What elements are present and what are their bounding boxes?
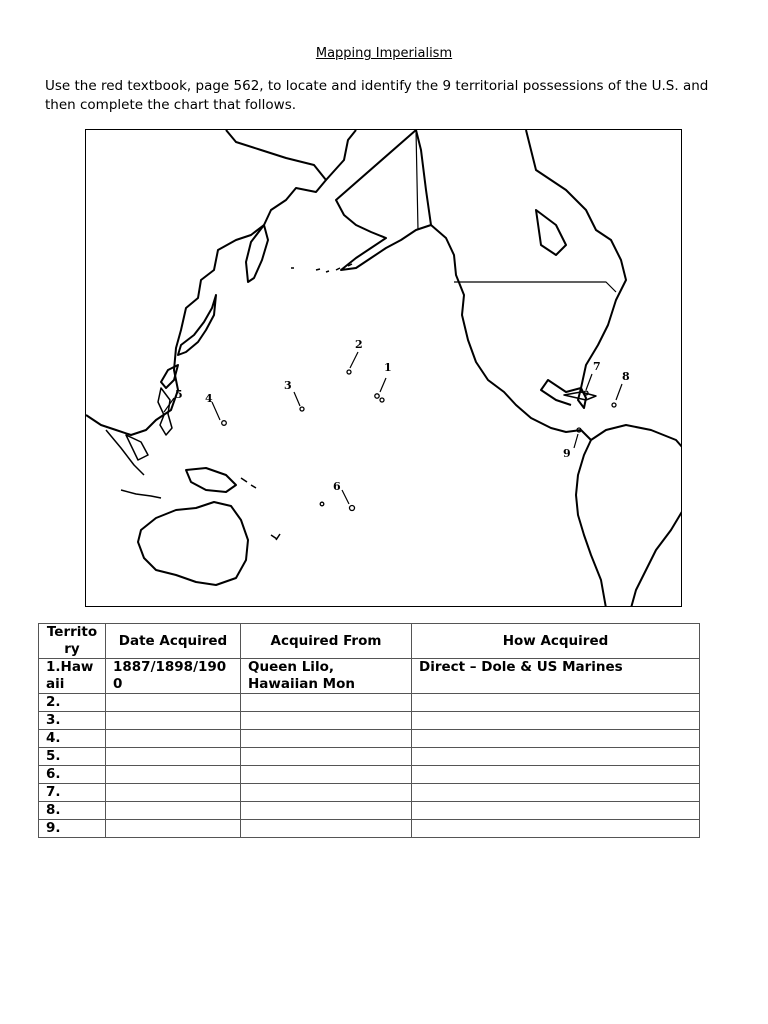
table-row: [39, 694, 700, 712]
page-title: Mapping Imperialism: [315, 46, 453, 61]
how-cell[interactable]: Direct – Dole & US Marines: [412, 659, 700, 694]
date-cell[interactable]: [106, 730, 241, 748]
territory-cell[interactable]: 6.: [39, 766, 106, 784]
arrow-7: [586, 374, 592, 390]
pacific-outline-map: [85, 129, 682, 607]
japan-outline: [178, 295, 216, 355]
how-cell[interactable]: [412, 730, 700, 748]
arrow-1: [380, 378, 386, 392]
virgin-islands-marker: [612, 403, 616, 407]
territory-cell[interactable]: 2.: [39, 694, 106, 712]
from-cell[interactable]: [241, 712, 412, 730]
korea-outline: [161, 365, 178, 388]
wake-marker: [300, 407, 304, 411]
territory-cell[interactable]: 4.: [39, 730, 106, 748]
arrow-6: [342, 490, 349, 504]
table-row: [39, 748, 700, 766]
hudson-bay: [536, 210, 566, 255]
territory-cell[interactable]: 3.: [39, 712, 106, 730]
from-cell[interactable]: [241, 784, 412, 802]
south-america-coastline: [576, 425, 682, 607]
table-row: [39, 784, 700, 802]
from-cell[interactable]: Queen Lilo, Hawaiian Mon: [241, 659, 412, 694]
from-cell[interactable]: [241, 802, 412, 820]
col-date-header: Date Acquired: [106, 624, 241, 659]
alaska-outline: [326, 130, 431, 270]
col-how-header: How Acquired: [412, 624, 700, 659]
map-label-9: 9: [563, 447, 571, 460]
territory-cell[interactable]: 8.: [39, 802, 106, 820]
map-label-8: 8: [622, 370, 630, 383]
table-row: [39, 802, 700, 820]
map-label-6: 6: [333, 480, 341, 493]
table-row: [39, 730, 700, 748]
col-from-header: Acquired From: [241, 624, 412, 659]
territory-cell[interactable]: 9.: [39, 820, 106, 838]
territory-cell[interactable]: 5.: [39, 748, 106, 766]
date-cell[interactable]: [106, 784, 241, 802]
from-cell[interactable]: [241, 766, 412, 784]
date-cell[interactable]: [106, 766, 241, 784]
table-row: [39, 820, 700, 838]
canada-east-coast: [526, 130, 626, 405]
midway-marker: [347, 370, 351, 374]
date-cell[interactable]: [106, 820, 241, 838]
map-label-3: 3: [284, 379, 292, 392]
territories-chart: [38, 623, 700, 838]
indonesia-outline: [106, 430, 161, 498]
table-row: [39, 659, 700, 694]
samoa-marker-2: [320, 502, 324, 506]
col-territory-header: Territo ry: [39, 624, 106, 659]
samoa-marker: [350, 506, 355, 511]
map-label-7: 7: [593, 360, 601, 373]
map-label-1: 1: [384, 361, 392, 374]
kamchatka-outline: [246, 225, 268, 282]
arrow-3: [294, 392, 300, 406]
hawaii-marker: [375, 394, 379, 398]
map-label-5: 5: [175, 388, 183, 401]
new-guinea-outline: [186, 468, 236, 492]
from-cell[interactable]: [241, 730, 412, 748]
arrow-8: [616, 384, 622, 400]
date-cell[interactable]: [106, 802, 241, 820]
hawaii-marker-2: [380, 398, 384, 402]
how-cell[interactable]: [412, 694, 700, 712]
date-cell[interactable]: [106, 748, 241, 766]
date-cell[interactable]: [106, 712, 241, 730]
date-cell[interactable]: [106, 694, 241, 712]
instructions-text: Use the red textbook, page 562, to locate and identify the 9 territorial possessions of the U.S. and then complete the chart that follows.: [45, 78, 709, 113]
how-cell[interactable]: [412, 784, 700, 802]
from-cell[interactable]: [241, 820, 412, 838]
map-label-2: 2: [355, 338, 363, 351]
north-america-coastline: [431, 225, 591, 440]
territory-cell[interactable]: 1.Haw aii: [39, 659, 106, 694]
how-cell[interactable]: [412, 712, 700, 730]
date-cell[interactable]: 1887/1898/190 0: [106, 659, 241, 694]
australia-outline: [138, 502, 248, 585]
new-zealand: [271, 534, 280, 540]
table-row: [39, 766, 700, 784]
how-cell[interactable]: [412, 820, 700, 838]
chart-header-row: [39, 624, 700, 659]
map-label-4: 4: [205, 392, 213, 405]
arrow-4: [212, 402, 220, 420]
how-cell[interactable]: [412, 748, 700, 766]
arrow-9: [574, 434, 578, 448]
solomon-islands: [241, 478, 256, 488]
how-cell[interactable]: [412, 766, 700, 784]
table-row: [39, 712, 700, 730]
how-cell[interactable]: [412, 802, 700, 820]
territory-cell[interactable]: 7.: [39, 784, 106, 802]
map-drawing: [86, 130, 682, 607]
guam-marker: [222, 421, 227, 426]
arrow-2: [350, 352, 358, 368]
from-cell[interactable]: [241, 694, 412, 712]
from-cell[interactable]: [241, 748, 412, 766]
